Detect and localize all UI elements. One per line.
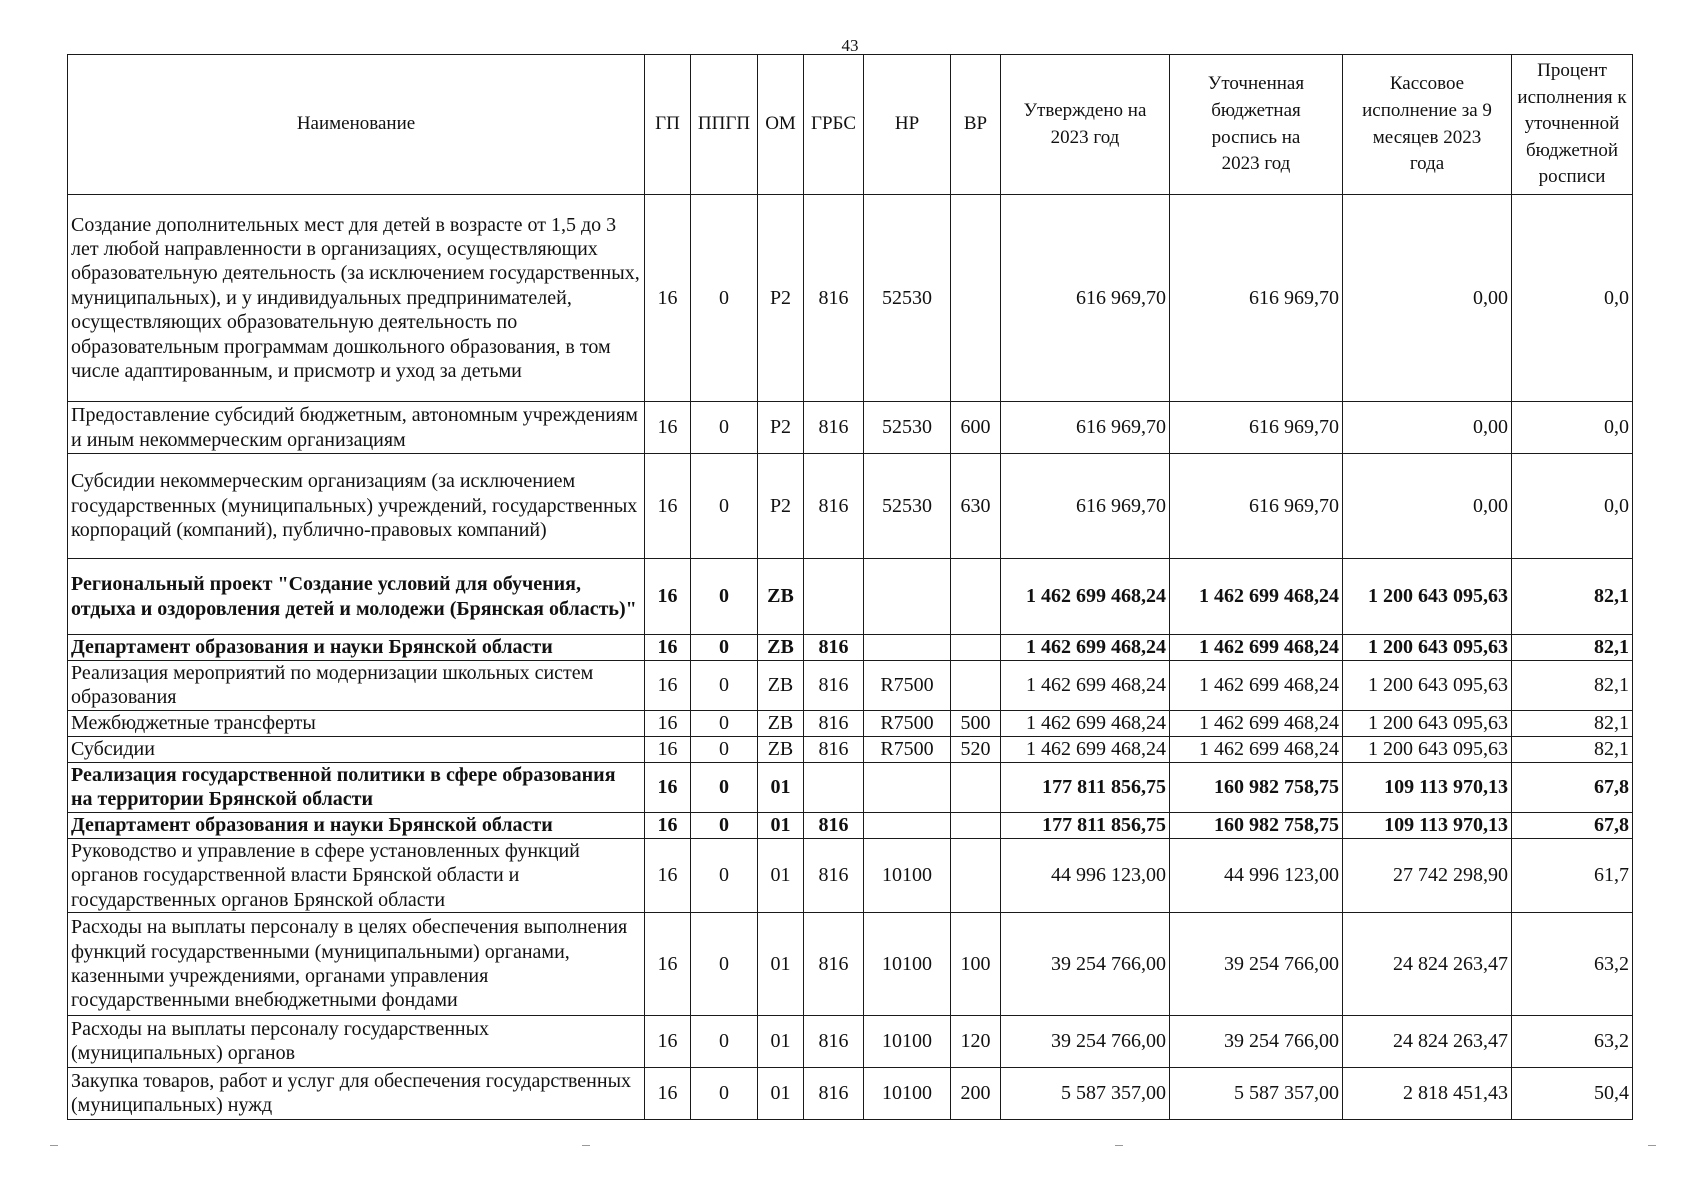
cell-name: Субсидии [68, 736, 645, 762]
cell-ppgp: 0 [691, 838, 758, 912]
cell-approved: 1 462 699 468,24 [1001, 661, 1170, 711]
cell-vr [951, 635, 1001, 661]
cell-grbs: 816 [804, 710, 864, 736]
cell-grbs: 816 [804, 402, 864, 454]
cell-np [864, 559, 951, 635]
cell-np: 52530 [864, 402, 951, 454]
cell-om: ZB [758, 635, 804, 661]
cell-approved: 616 969,70 [1001, 195, 1170, 402]
cell-name: Региональный проект "Создание условий для обучения, отдыха и оздоровления детей и молодежи (Брянская область)" [68, 559, 645, 635]
cell-vr [951, 559, 1001, 635]
cell-vr [951, 812, 1001, 838]
cell-refined: 5 587 357,00 [1170, 1067, 1343, 1119]
cell-name: Предоставление субсидий бюджетным, автономным учреждениям и иным некоммерческим организациям [68, 402, 645, 454]
cell-om: P2 [758, 454, 804, 559]
cell-np: R7500 [864, 661, 951, 711]
cell-name: Департамент образования и науки Брянской области [68, 812, 645, 838]
table-body [68, 195, 1633, 1120]
cell-refined: 1 462 699 468,24 [1170, 635, 1343, 661]
table-row [68, 402, 1633, 454]
cell-cash: 1 200 643 095,63 [1343, 635, 1512, 661]
header-ppgp: ППГП [691, 55, 758, 195]
cell-percent: 0,0 [1512, 454, 1633, 559]
cell-vr: 630 [951, 454, 1001, 559]
header-percent: Процент исполнения к уточненной бюджетной росписи [1512, 55, 1633, 195]
cell-vr [951, 661, 1001, 711]
cell-percent: 82,1 [1512, 710, 1633, 736]
cell-ppgp: 0 [691, 762, 758, 812]
cell-np: 52530 [864, 454, 951, 559]
cell-grbs: 816 [804, 661, 864, 711]
header-name: Наименование [68, 55, 645, 195]
cell-vr [951, 195, 1001, 402]
cell-refined: 160 982 758,75 [1170, 762, 1343, 812]
cell-np: 52530 [864, 195, 951, 402]
cell-name: Расходы на выплаты персоналу в целях обеспечения выполнения функций государственными (муниципальными) органами, казенными учреждениями, органами управления государственными внебюджетными фондами [68, 912, 645, 1015]
cell-vr: 520 [951, 736, 1001, 762]
header-vr: ВР [951, 55, 1001, 195]
cell-np: R7500 [864, 736, 951, 762]
table-row [68, 1015, 1633, 1067]
cell-percent: 50,4 [1512, 1067, 1633, 1119]
cell-grbs: 816 [804, 1067, 864, 1119]
cell-grbs: 816 [804, 635, 864, 661]
cell-refined: 616 969,70 [1170, 402, 1343, 454]
cell-ppgp: 0 [691, 736, 758, 762]
cell-approved: 616 969,70 [1001, 454, 1170, 559]
cell-om: ZB [758, 559, 804, 635]
table-row [68, 635, 1633, 661]
cell-vr [951, 838, 1001, 912]
cell-gp: 16 [645, 1067, 691, 1119]
table-row [68, 559, 1633, 635]
cell-gp: 16 [645, 454, 691, 559]
cell-percent: 67,8 [1512, 812, 1633, 838]
cell-approved: 616 969,70 [1001, 402, 1170, 454]
cell-ppgp: 0 [691, 635, 758, 661]
cell-percent: 82,1 [1512, 635, 1633, 661]
cell-approved: 5 587 357,00 [1001, 1067, 1170, 1119]
cell-percent: 0,0 [1512, 195, 1633, 402]
cell-name: Реализация мероприятий по модернизации школьных систем образования [68, 661, 645, 711]
cell-refined: 39 254 766,00 [1170, 912, 1343, 1015]
cell-grbs: 816 [804, 838, 864, 912]
cell-ppgp: 0 [691, 454, 758, 559]
cell-ppgp: 0 [691, 812, 758, 838]
cell-gp: 16 [645, 559, 691, 635]
cell-cash: 109 113 970,13 [1343, 812, 1512, 838]
cell-approved: 177 811 856,75 [1001, 762, 1170, 812]
cell-vr: 120 [951, 1015, 1001, 1067]
cell-approved: 1 462 699 468,24 [1001, 736, 1170, 762]
cell-gp: 16 [645, 661, 691, 711]
cell-name: Департамент образования и науки Брянской области [68, 635, 645, 661]
cell-percent: 67,8 [1512, 762, 1633, 812]
cell-gp: 16 [645, 195, 691, 402]
cell-cash: 2 818 451,43 [1343, 1067, 1512, 1119]
cell-approved: 1 462 699 468,24 [1001, 559, 1170, 635]
cell-om: 01 [758, 1067, 804, 1119]
scan-mark [582, 1145, 590, 1146]
cell-approved: 1 462 699 468,24 [1001, 710, 1170, 736]
cell-om: 01 [758, 1015, 804, 1067]
table-row [68, 454, 1633, 559]
cell-percent: 82,1 [1512, 661, 1633, 711]
cell-name: Закупка товаров, работ и услуг для обеспечения государственных (муниципальных) нужд [68, 1067, 645, 1119]
cell-refined: 1 462 699 468,24 [1170, 736, 1343, 762]
cell-gp: 16 [645, 812, 691, 838]
cell-om: P2 [758, 402, 804, 454]
cell-vr: 500 [951, 710, 1001, 736]
cell-percent: 82,1 [1512, 736, 1633, 762]
cell-np: R7500 [864, 710, 951, 736]
cell-ppgp: 0 [691, 559, 758, 635]
cell-cash: 24 824 263,47 [1343, 912, 1512, 1015]
budget-table [67, 54, 1633, 1120]
cell-ppgp: 0 [691, 1015, 758, 1067]
cell-vr: 200 [951, 1067, 1001, 1119]
cell-approved: 177 811 856,75 [1001, 812, 1170, 838]
table-row [68, 1067, 1633, 1119]
cell-np [864, 635, 951, 661]
cell-grbs: 816 [804, 736, 864, 762]
table-header-row [68, 55, 1633, 195]
cell-cash: 0,00 [1343, 402, 1512, 454]
cell-np: 10100 [864, 1067, 951, 1119]
cell-refined: 1 462 699 468,24 [1170, 661, 1343, 711]
cell-gp: 16 [645, 710, 691, 736]
scan-mark [1648, 1145, 1656, 1146]
cell-grbs [804, 762, 864, 812]
cell-refined: 160 982 758,75 [1170, 812, 1343, 838]
cell-gp: 16 [645, 736, 691, 762]
cell-name: Создание дополнительных мест для детей в возрасте от 1,5 до 3 лет любой направленности в организациях, осуществляющих образовательную деятельность (за исключением государственных, муниципальных), и у индивидуальных предпринимателей, осуществляющих образовательную деятельность по образовательным программам дошкольного образования, в том числе адаптированным, и присмотр и уход за детьми [68, 195, 645, 402]
table-row [68, 195, 1633, 402]
cell-gp: 16 [645, 912, 691, 1015]
cell-refined: 44 996 123,00 [1170, 838, 1343, 912]
scan-mark [50, 1145, 58, 1146]
cell-om: ZB [758, 710, 804, 736]
cell-np [864, 812, 951, 838]
cell-grbs: 816 [804, 812, 864, 838]
cell-grbs: 816 [804, 454, 864, 559]
cell-cash: 0,00 [1343, 195, 1512, 402]
cell-gp: 16 [645, 762, 691, 812]
header-np: НР [864, 55, 951, 195]
header-om: ОМ [758, 55, 804, 195]
cell-cash: 24 824 263,47 [1343, 1015, 1512, 1067]
table-row [68, 812, 1633, 838]
cell-np [864, 762, 951, 812]
cell-percent: 63,2 [1512, 1015, 1633, 1067]
cell-name: Межбюджетные трансферты [68, 710, 645, 736]
cell-gp: 16 [645, 838, 691, 912]
cell-om: ZB [758, 736, 804, 762]
cell-grbs [804, 559, 864, 635]
cell-approved: 1 462 699 468,24 [1001, 635, 1170, 661]
cell-gp: 16 [645, 635, 691, 661]
cell-vr: 100 [951, 912, 1001, 1015]
cell-approved: 44 996 123,00 [1001, 838, 1170, 912]
scan-mark [1115, 1145, 1123, 1146]
cell-grbs: 816 [804, 1015, 864, 1067]
cell-cash: 1 200 643 095,63 [1343, 661, 1512, 711]
table-row [68, 736, 1633, 762]
cell-name: Субсидии некоммерческим организациям (за исключением государственных (муниципальных) учреждений, государственных корпораций (компаний), публично-правовых компаний) [68, 454, 645, 559]
cell-ppgp: 0 [691, 912, 758, 1015]
header-gp: ГП [645, 55, 691, 195]
cell-np: 10100 [864, 838, 951, 912]
cell-name: Реализация государственной политики в сфере образования на территории Брянской области [68, 762, 645, 812]
header-cash: Кассовое исполнение за 9 месяцев 2023 года [1343, 55, 1512, 195]
cell-ppgp: 0 [691, 710, 758, 736]
table-row [68, 912, 1633, 1015]
cell-name: Руководство и управление в сфере установленных функций органов государственной власти Брянской области и государственных органов Брянской области [68, 838, 645, 912]
cell-om: 01 [758, 812, 804, 838]
cell-refined: 1 462 699 468,24 [1170, 710, 1343, 736]
cell-cash: 0,00 [1343, 454, 1512, 559]
cell-om: P2 [758, 195, 804, 402]
cell-np: 10100 [864, 1015, 951, 1067]
cell-vr: 600 [951, 402, 1001, 454]
cell-cash: 27 742 298,90 [1343, 838, 1512, 912]
header-refined: Уточненная бюджетная роспись на 2023 год [1170, 55, 1343, 195]
cell-percent: 61,7 [1512, 838, 1633, 912]
cell-np: 10100 [864, 912, 951, 1015]
cell-percent: 0,0 [1512, 402, 1633, 454]
cell-refined: 616 969,70 [1170, 195, 1343, 402]
cell-refined: 616 969,70 [1170, 454, 1343, 559]
cell-vr [951, 762, 1001, 812]
cell-approved: 39 254 766,00 [1001, 912, 1170, 1015]
table-row [68, 838, 1633, 912]
cell-percent: 63,2 [1512, 912, 1633, 1015]
cell-cash: 1 200 643 095,63 [1343, 736, 1512, 762]
cell-ppgp: 0 [691, 402, 758, 454]
cell-om: 01 [758, 838, 804, 912]
cell-refined: 39 254 766,00 [1170, 1015, 1343, 1067]
table-row [68, 661, 1633, 711]
cell-refined: 1 462 699 468,24 [1170, 559, 1343, 635]
header-approved: Утверждено на 2023 год [1001, 55, 1170, 195]
cell-cash: 1 200 643 095,63 [1343, 710, 1512, 736]
cell-grbs: 816 [804, 912, 864, 1015]
header-grbs: ГРБС [804, 55, 864, 195]
cell-cash: 109 113 970,13 [1343, 762, 1512, 812]
cell-om: 01 [758, 762, 804, 812]
page-number: 43 [841, 36, 859, 55]
cell-om: ZB [758, 661, 804, 711]
cell-gp: 16 [645, 1015, 691, 1067]
cell-ppgp: 0 [691, 1067, 758, 1119]
cell-ppgp: 0 [691, 195, 758, 402]
cell-percent: 82,1 [1512, 559, 1633, 635]
cell-gp: 16 [645, 402, 691, 454]
cell-om: 01 [758, 912, 804, 1015]
table-row [68, 762, 1633, 812]
cell-ppgp: 0 [691, 661, 758, 711]
table-row [68, 710, 1633, 736]
cell-grbs: 816 [804, 195, 864, 402]
cell-approved: 39 254 766,00 [1001, 1015, 1170, 1067]
cell-name: Расходы на выплаты персоналу государственных (муниципальных) органов [68, 1015, 645, 1067]
cell-cash: 1 200 643 095,63 [1343, 559, 1512, 635]
